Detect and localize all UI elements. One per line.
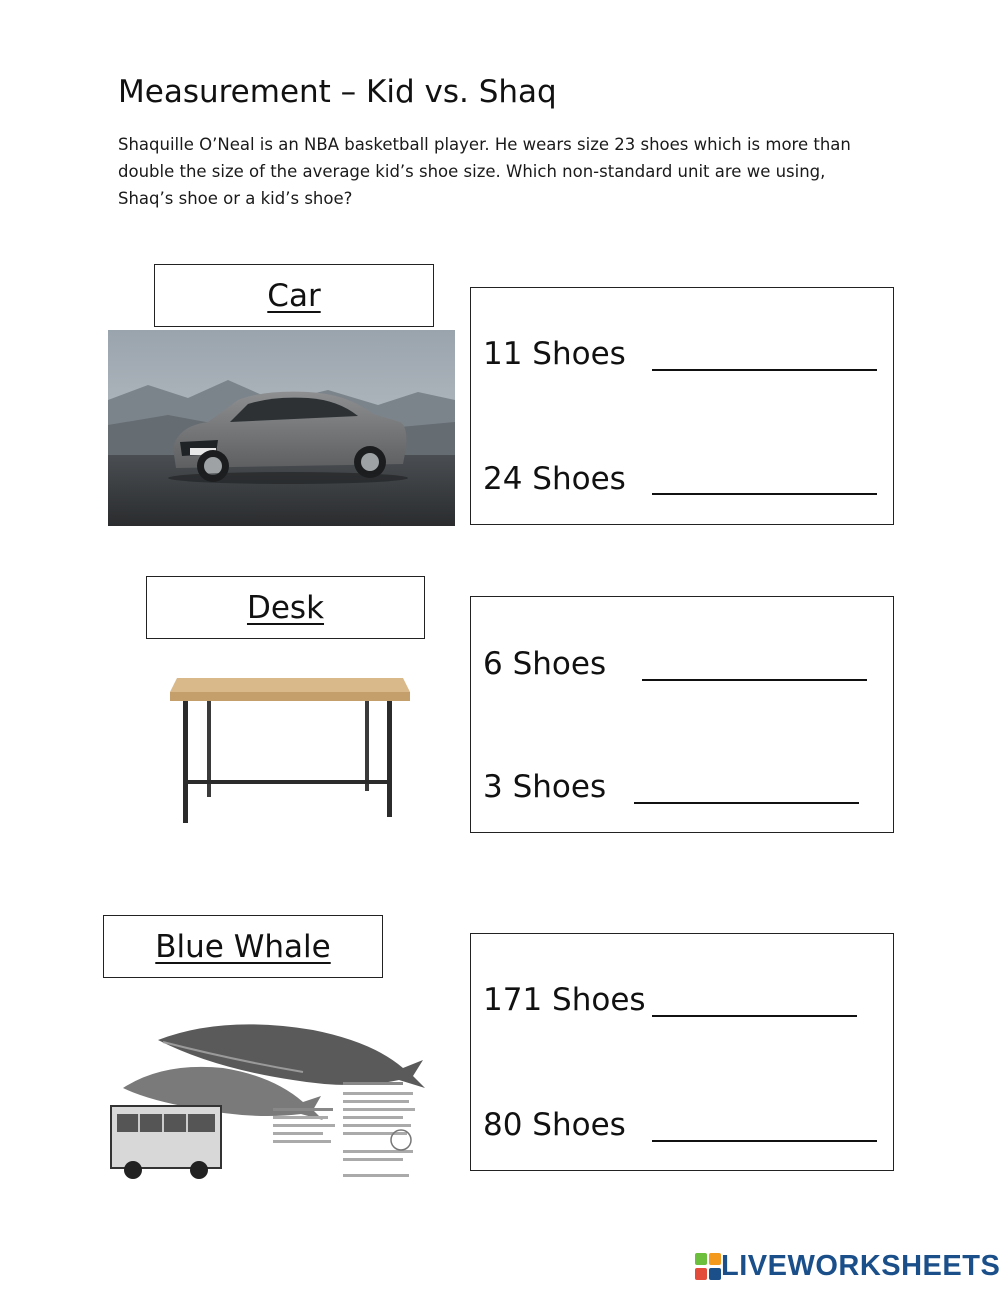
car-option-1-blank[interactable] bbox=[652, 369, 877, 371]
car-option-2-blank[interactable] bbox=[652, 493, 877, 495]
desk-label-box bbox=[146, 576, 425, 639]
whale-option-1-blank[interactable] bbox=[652, 1015, 857, 1017]
whale-option-1[interactable]: 171 Shoes bbox=[483, 982, 646, 1018]
intro-line-1: Shaquille O’Neal is an NBA basketball player. He wears size 23 shoes which is more than bbox=[118, 135, 851, 154]
whale-label: Blue Whale bbox=[155, 928, 331, 965]
desk-option-1-blank[interactable] bbox=[642, 679, 867, 681]
car-label-box bbox=[154, 264, 434, 327]
car-image bbox=[108, 330, 455, 526]
liveworksheets-logo[interactable] bbox=[695, 1250, 1000, 1283]
whale-label-box bbox=[103, 915, 383, 978]
car-option-1[interactable]: 11 Shoes bbox=[483, 336, 626, 372]
desk-option-2-blank[interactable] bbox=[634, 802, 859, 804]
desk-option-2[interactable]: 3 Shoes bbox=[483, 769, 607, 805]
intro-line-2: double the size of the average kid’s shoe size. Which non-standard unit are we using, bbox=[118, 162, 826, 181]
whale-option-2[interactable]: 80 Shoes bbox=[483, 1107, 626, 1143]
car-label: Car bbox=[267, 277, 321, 314]
car-option-2[interactable]: 24 Shoes bbox=[483, 461, 626, 497]
whale-option-2-blank[interactable] bbox=[652, 1140, 877, 1142]
desk-option-1[interactable]: 6 Shoes bbox=[483, 646, 607, 682]
liveworksheets-badge-icon bbox=[695, 1253, 721, 1281]
desk-label: Desk bbox=[246, 589, 325, 626]
intro-paragraph bbox=[118, 131, 878, 212]
whale-image bbox=[103, 1010, 433, 1192]
liveworksheets-logo-text: LIVEWORKSHEETS bbox=[721, 1250, 1000, 1282]
page-title: Measurement – Kid vs. Shaq bbox=[118, 74, 557, 110]
desk-image bbox=[165, 672, 415, 832]
intro-line-3: Shaq’s shoe or a kid’s shoe? bbox=[118, 189, 353, 208]
